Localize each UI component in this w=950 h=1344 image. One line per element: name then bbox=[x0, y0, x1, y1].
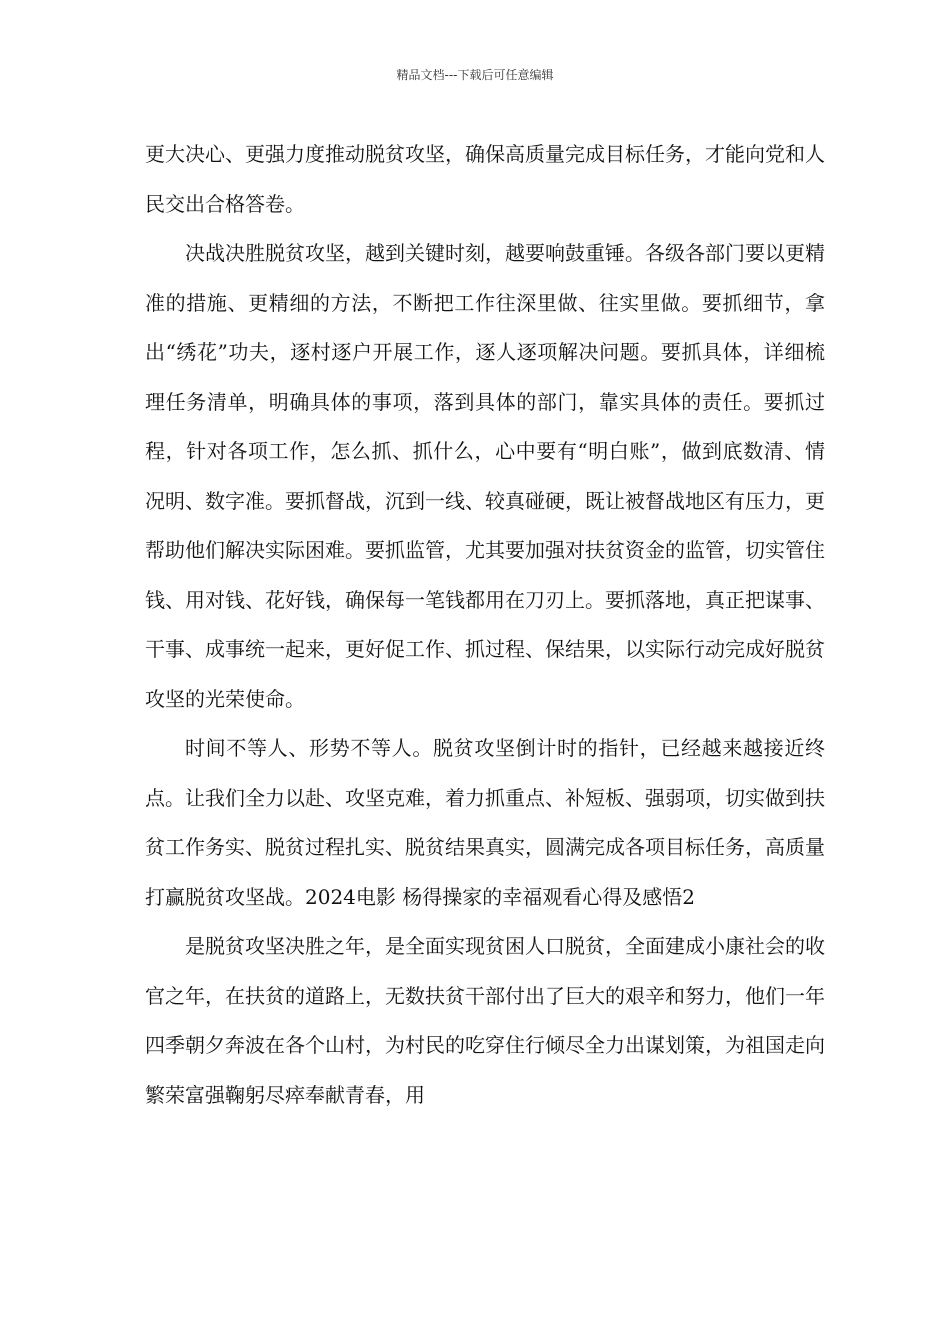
paragraph-4: 是脱贫攻坚决胜之年，是全面实现贫困人口脱贫，全面建成小康社会的收官之年，在扶贫的道路上，无数扶贫干部付出了巨大的艰辛和努力，他们一年四季朝夕奔波在各个山村，为村民的吃穿住行倾尽全力出谋划策，为祖国走向繁荣富强鞠躬尽瘁奉献青春，用 bbox=[145, 934, 825, 1107]
paragraph-3: 时间不等人、形势不等人。脱贫攻坚倒计时的指针，已经越来越接近终点。让我们全力以赴、攻坚克难，着力抓重点、补短板、强弱项，切实做到扶贫工作务实、脱贫过程扎实、脱贫结果真实，圆满完成各项目标任务，高质量打赢脱贫攻坚战。2024电影 杨得操家的幸福观看心得及感悟2 bbox=[145, 736, 825, 909]
paragraph-1: 更大决心、更强力度推动脱贫攻坚，确保高质量完成目标任务，才能向党和人民交出合格答卷。 bbox=[145, 142, 825, 216]
document-body bbox=[145, 130, 825, 1120]
page-header: 精品文档---下载后可任意编辑 bbox=[396, 68, 554, 82]
paragraph-2: 决战决胜脱贫攻坚，越到关键时刻，越要响鼓重锤。各级各部门要以更精准的措施、更精细的方法，不断把工作往深里做、往实里做。要抓细节，拿出“绣花”功夫，逐村逐户开展工作，逐人逐项解决问题。要抓具体，详细梳理任务清单，明确具体的事项，落到具体的部门，靠实具体的责任。要抓过程，针对各项工作，怎么抓、抓什么，心中要有“明白账”，做到底数清、情况明、数字准。要抓督战，沉到一线、较真碰硬，既让被督战地区有压力，更帮助他们解决实际困难。要抓监管，尤其要加强对扶贫资金的监管，切实管住钱、用对钱、花好钱，确保每一笔钱都用在刀刃上。要抓落地，真正把谋事、干事、成事统一起来，更好促工作、抓过程、保结果，以实际行动完成好脱贫攻坚的光荣使命。 bbox=[145, 241, 825, 711]
